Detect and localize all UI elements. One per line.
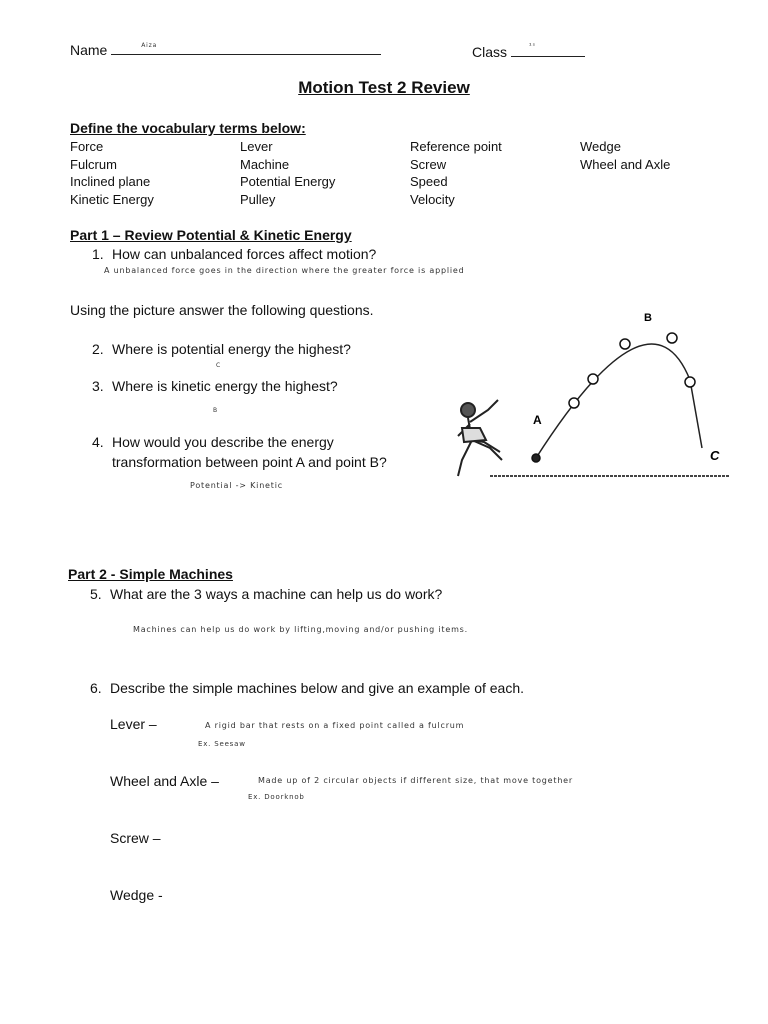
trajectory-path [536,344,702,458]
lever-label: Lever – [110,716,157,732]
class-row [472,42,585,60]
vocab-column-3 [410,138,502,208]
vocab-term: Force [70,139,104,154]
part1-heading: Part 1 – Review Potential & Kinetic Energy [70,227,352,243]
answer-3: B [213,407,218,414]
ball [532,454,540,462]
class-label: Class [472,44,508,60]
answer-5: Machines can help us do work by lifting,moving and/or pushing items. [133,625,468,634]
vocab-term: Potential Energy [240,174,336,189]
ball [685,377,695,387]
kicker-illustration [458,400,502,476]
vocab-term: Pulley [240,191,276,207]
ball [620,339,630,349]
wheel-axle-answer: Made up of 2 circular objects if different size, that move together [258,776,573,785]
vocab-term: Screw [410,156,447,172]
name-row [70,40,381,58]
vocab-column-4 [580,138,670,173]
answer-1: A unbalanced force goes in the direction where the greater force is applied [104,266,465,275]
part2-heading: Part 2 - Simple Machines [68,566,233,582]
vocab-term: Velocity [410,191,455,207]
question-2: 2. Where is potential energy the highest? [92,341,351,357]
question-3: 3. Where is kinetic energy the highest? [92,378,338,394]
lever-example: Ex. Seesaw [198,740,246,748]
vocab-column-2 [240,138,335,208]
wheel-axle-example: Ex. Doorknob [248,793,305,801]
answer-4: Potential -> Kinetic [190,481,283,490]
class-field[interactable] [511,42,585,57]
vocab-term: Lever [240,139,273,154]
question-1: 1. How can unbalanced forces affect motion? [92,246,377,262]
question-4: 4. How would you describe the energy transformation between point A and point B? [92,434,387,470]
vocab-term: Speed [410,174,448,189]
trajectory-figure [450,300,740,485]
vocab-term: Fulcrum [70,156,117,172]
question-6: 6. Describe the simple machines below and give an example of each. [90,680,525,696]
class-value: ¹ˢ [528,42,536,50]
soccer-balls [532,333,695,462]
vocab-term: Inclined plane [70,174,151,189]
picture-intro: Using the picture answer the following questions. [70,302,374,318]
label-a: A [533,413,542,427]
question-5: 5. What are the 3 ways a machine can help us do work? [90,586,443,602]
vocab-heading: Define the vocabulary terms below: [70,120,306,136]
label-b: B [644,312,652,324]
name-label: Name [70,42,108,58]
wedge-label: Wedge - [110,887,163,903]
vocab-term: Wedge [580,139,621,154]
vocab-column-1 [70,138,154,208]
name-field[interactable] [111,40,381,55]
wheel-axle-label: Wheel and Axle – [110,773,219,789]
screw-label: Screw – [110,830,161,846]
lever-answer: A rigid bar that rests on a fixed point called a fulcrum [205,721,465,730]
vocab-term: Kinetic Energy [70,191,154,207]
vocab-term: Reference point [410,139,502,154]
vocab-term: Machine [240,156,290,172]
label-c: C [710,448,720,463]
answer-2: C [216,362,221,369]
ball [588,374,598,384]
ball [569,398,579,408]
name-value: Aiza [141,42,158,49]
ball [667,333,677,343]
vocab-term: Wheel and Axle [580,156,671,172]
page-title: Motion Test 2 Review [298,78,470,97]
